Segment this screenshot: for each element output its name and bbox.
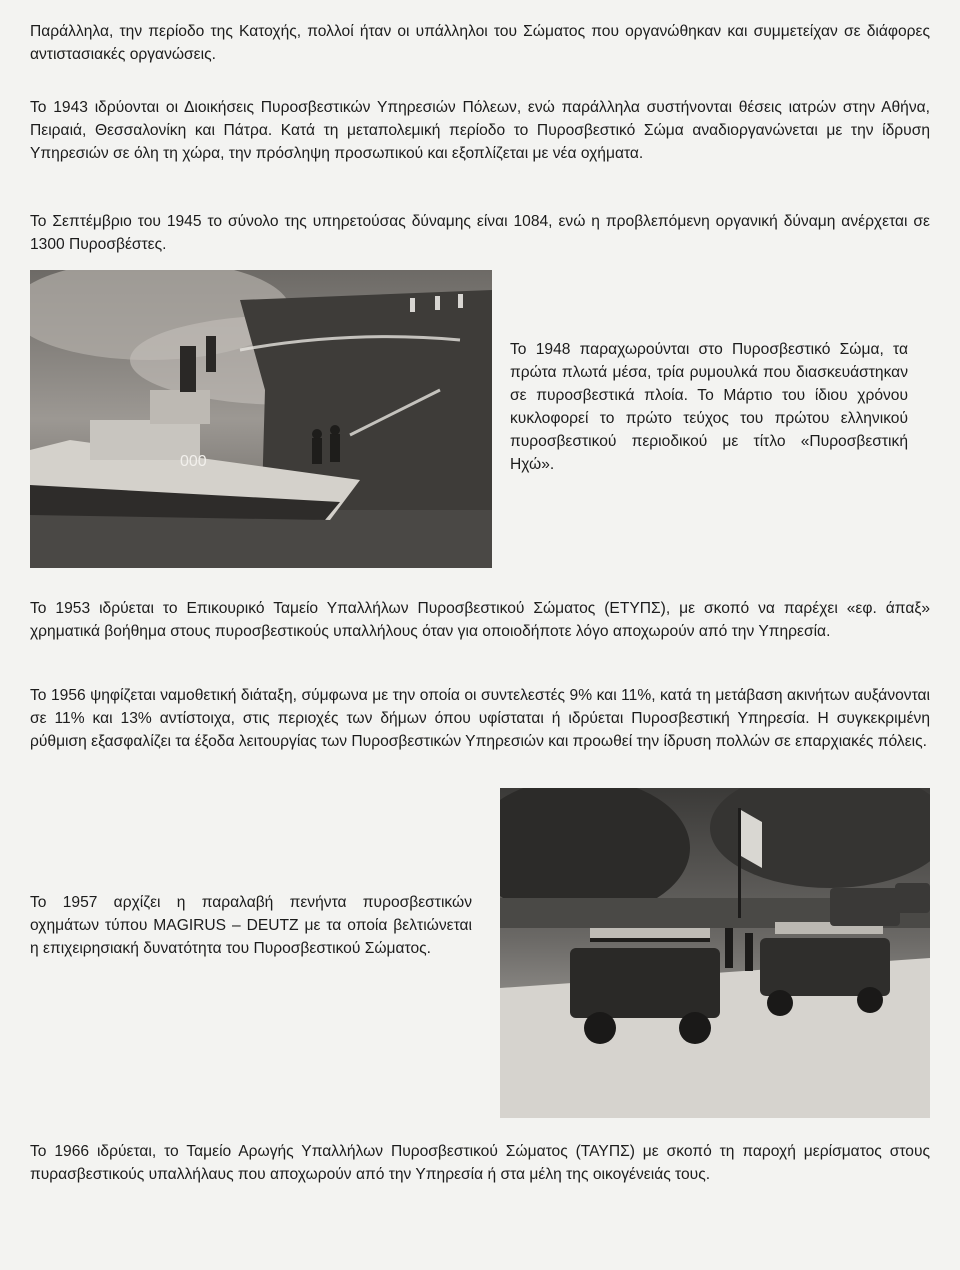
paragraph-1953: Το 1953 ιδρύεται το Επικουρικό Ταμείο Υπαλλήλων Πυροσβεστικού Σώματος (ΕΤΥΠΣ), με σκοπό να παρέχει «εφ. άπαξ» χρηματικά βοήθημα στους πυροσβεστικούς υπαλλήλους όταν για οποιοδήποτε λόγο αποχωρούν από την Υπηρεσία. (30, 600, 930, 640)
paragraph-1943: Το 1943 ιδρύονται οι Διοικήσεις Πυροσβεστικών Υπηρεσιών Πόλεων, ενώ παράλληλα συστήνονται θέσεις ιατρών στην Αθήνα, Πειραιά, Θεσσαλονίκη και Πάτρα. Κατά τη μεταπολεμική περίοδο το Πυροσβεστικό Σώμα αναδιοργανώνεται με την ίδρυση Υπηρεσιών σε όλη τη χώρα, την πρόσληψη προσωπικού και εξοπλίζεται με νέα οχήματα. (30, 99, 930, 162)
paragraph-1957: Το 1957 αρχίζει η παραλαβή πενήντα πυροσβεστικών οχημάτων τύπου MAGIRUS – DEUTZ με τα οποία βελτιώνεται η επιχειρησιακή δυνατότητα του Πυροσβεστικού Σώματος. (30, 894, 472, 957)
paragraph-1945: Το Σεπτέμβριο του 1945 το σύνολο της υπηρετούσας δύναμης είναι 1084, ενώ η προβλεπόμενη οργανική δύναμη ανέρχεται σε 1300 Πυροσβέστες. (30, 213, 930, 253)
paragraph-occupation: Παράλληλα, την περίοδο της Κατοχής, πολλοί ήταν οι υπάλληλοι του Σώματος που οργανώθηκαν και συμμετείχαν σε διάφορες αντιστασιακές οργανώσεις. (30, 23, 930, 63)
svg-text:000: 000 (180, 453, 207, 470)
fireboat-photo (30, 270, 492, 568)
paragraph-1966: Το 1966 ιδρύεται, το Ταμείο Αρωγής Υπαλλήλων Πυροσβεστικού Σώματος (ΤΑΥΠΣ) με σκοπό τη παροχή μερίσματος στους πυρασβεστικούς υπαλλήλαυς που αποχωρούν από την Υπηρεσία ή στα μέλη της οικογένειάς τους. (30, 1143, 930, 1183)
paragraph-1956: Το 1956 ψηφίζεται ναμοθετική διάταξη, σύμφωνα με την οποία οι συντελεστές 9% και 11%, κατά τη μετάβαση ακινήτων αυξάνονται σε 11% και 13% αντίστοιχα, στις περιοχές των δήμων όπου υφίσταται ή ιδρύεται Πυροσβεστική Υπηρεσία. Η συγκεκριμένη ρύθμιση εξασφαλίζει τα έξοδα λειτουργίας των Πυροσβεστικών Υπηρεσιών και προωθεί την ίδρυση πολλών σε επαρχιακές πόλεις. (30, 687, 930, 750)
paragraph-1948: Το 1948 παραχωρούνται στο Πυροσβεστικό Σώμα, τα πρώτα πλωτά μέσα, τρία ρυμουλκά που διασκευάστηκαν σε πυροσβεστικά πλοία. Το Μάρτιο του ίδιου χρόνου κυκλοφορεί το πρώτο τεύχος του πρώτου ελληνικού πυροσβεστικού περιοδικού με τίτλο «Πυροσβεστική Ηχώ». (510, 341, 908, 473)
fire-trucks-parade-photo (500, 788, 930, 1118)
